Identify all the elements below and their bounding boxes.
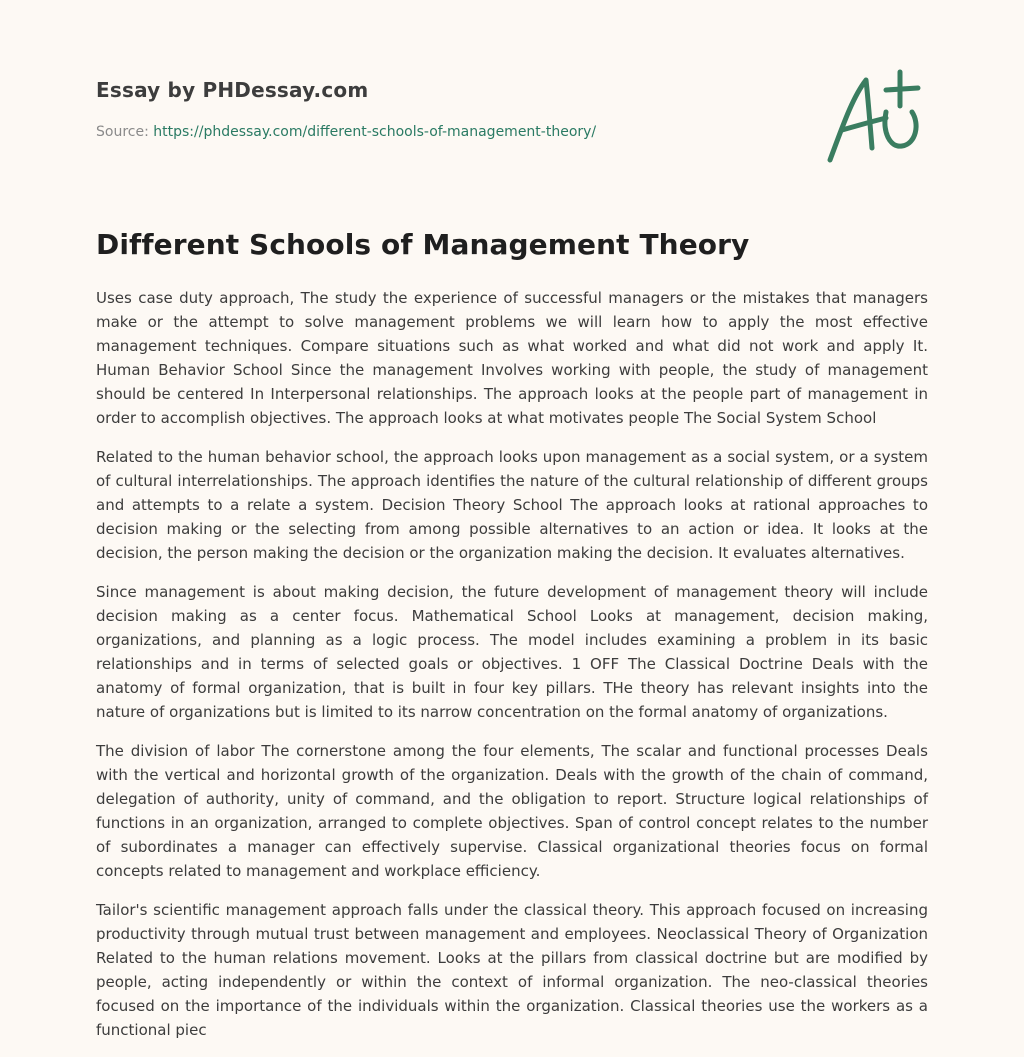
source-label: Source: — [96, 124, 149, 140]
essay-paragraph: The division of labor The cornerstone among the four elements, The scalar and functional processes Deals with the vertical and horizontal growth of the organization. Deals with the growth of the chain of command, delegation of authority, unity of command, and the obligation to report. Structure logical relationships of functions in an organization, arranged to complete objectives. Span of control concept relates to the number of subordinates a manager can effectively supervise. Classical organizational theories focus on formal concepts related to management and workplace efficiency. — [96, 742, 928, 880]
essay-paragraph: Related to the human behavior school, the approach looks upon management as a social system, or a system of cultural interrelationships. The approach identifies the nature of the cultural relationship of different groups and attempts to a relate a system. Decision Theory School The approach looks at rational approaches to decision making or the selecting from among possible alternatives to an action or idea. It looks at the decision, the person making the decision or the organization making the decision. It evaluates alternatives. — [96, 448, 928, 562]
site-brand: Essay by PHDessay.com — [96, 78, 369, 102]
essay-paragraph: Tailor's scientific management approach falls under the classical theory. This approach focused on increasing productivity through mutual trust between management and employees. Neoclassical Theory of Organization Related to the human relations movement. Looks at the pillars from classical doctrine but are modified by people, acting independently or within the context of informal organization. The neo-classical theories focused on the importance of the individuals within the organization. Classical theories use the workers as a functional piec — [96, 901, 928, 1039]
essay-title: Different Schools of Management Theory — [96, 228, 750, 261]
source-link[interactable]: https://phdessay.com/different-schools-of-management-theory/ — [153, 124, 597, 140]
essay-body — [96, 286, 928, 1057]
a-plus-grade-logo-icon — [820, 68, 930, 168]
source-line — [96, 124, 596, 140]
essay-paragraph: Since management is about making decision, the future development of management theory will include decision making as a center focus. Mathematical School Looks at management, decision making, organizations, and planning as a logic process. The model includes examining a problem in its basic relationships and in terms of selected goals or objectives. 1 OFF The Classical Doctrine Deals with the anatomy of formal organization, that is built in four key pillars. THe theory has relevant insights into the nature of organizations but is limited to its narrow concentration on the formal anatomy of organizations. — [96, 583, 928, 721]
essay-paragraph: Uses case duty approach, The study the experience of successful managers or the mistakes that managers make or the attempt to solve management problems we will learn how to apply the most effective management techniques. Compare situations such as what worked and what did not work and apply It. Human Behavior School Since the management Involves working with people, the study of management should be centered In Interpersonal relationships. The approach looks at the people part of management in order to accomplish objectives. The approach looks at what motivates people The Social System School — [96, 289, 928, 427]
